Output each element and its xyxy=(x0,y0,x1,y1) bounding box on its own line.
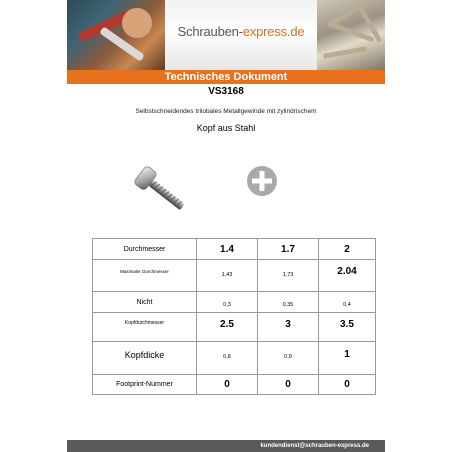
table-cell: 1 xyxy=(319,342,376,375)
table-cell: 1,73 xyxy=(258,260,319,292)
contact-email[interactable]: kundendienst@schrauben-express.de xyxy=(260,443,369,449)
tools-photo xyxy=(67,0,165,70)
header-banner xyxy=(67,0,385,70)
row-label-kopfdurchmesser: Kopfdurchmesser xyxy=(93,313,197,342)
table-cell: 0,9 xyxy=(258,342,319,375)
table-cell: 2.5 xyxy=(197,313,258,342)
table-cell: 0,35 xyxy=(258,292,319,313)
logo-accent-text: express.de xyxy=(242,24,305,39)
table-row xyxy=(93,239,376,260)
product-description-line1: Selbstschneidendes trilobales Metallgewinde mit zylindrischem xyxy=(135,108,317,115)
table-cell: 3.5 xyxy=(319,313,376,342)
table-cell: 1.4 xyxy=(197,239,258,260)
document-title: Technisches Dokument xyxy=(164,71,288,83)
table-cell: 0 xyxy=(258,375,319,395)
table-cell: 2.04 xyxy=(319,260,376,292)
table-cell: 0,8 xyxy=(197,342,258,375)
product-code: VS3168 xyxy=(208,86,244,97)
screw-image xyxy=(128,160,190,220)
product-description-line2: Kopf aus Stahl xyxy=(196,123,256,133)
spec-table xyxy=(92,238,376,395)
screws-photo xyxy=(317,0,385,70)
table-cell: 0 xyxy=(197,375,258,395)
table-row xyxy=(93,342,376,375)
logo-main-text: Schrauben- xyxy=(177,24,243,39)
table-row xyxy=(93,313,376,342)
row-label-footprint-nummer: Footprint-Nummer xyxy=(93,375,197,395)
row-label-kopfdicke: Kopfdicke xyxy=(93,342,197,375)
table-cell: 2 xyxy=(319,239,376,260)
document-title-bar xyxy=(67,70,385,84)
row-label-durchmesser: Durchmesser xyxy=(93,239,197,260)
row-label-maximaler-durchmesser: Maximaler Durchmesser xyxy=(93,260,197,292)
table-cell: 0,3 xyxy=(197,292,258,313)
footer-bar xyxy=(67,440,385,452)
table-cell: 3 xyxy=(258,313,319,342)
row-label-nicht: Nicht xyxy=(93,292,197,313)
table-row xyxy=(93,260,376,292)
table-cell: 1.7 xyxy=(258,239,319,260)
table-row xyxy=(93,375,376,395)
table-cell: 1,43 xyxy=(197,260,258,292)
table-cell: 0,4 xyxy=(319,292,376,313)
table-cell: 0 xyxy=(319,375,376,395)
phillips-drive-icon xyxy=(246,165,278,197)
table-row xyxy=(93,292,376,313)
brand-logo xyxy=(165,0,317,70)
